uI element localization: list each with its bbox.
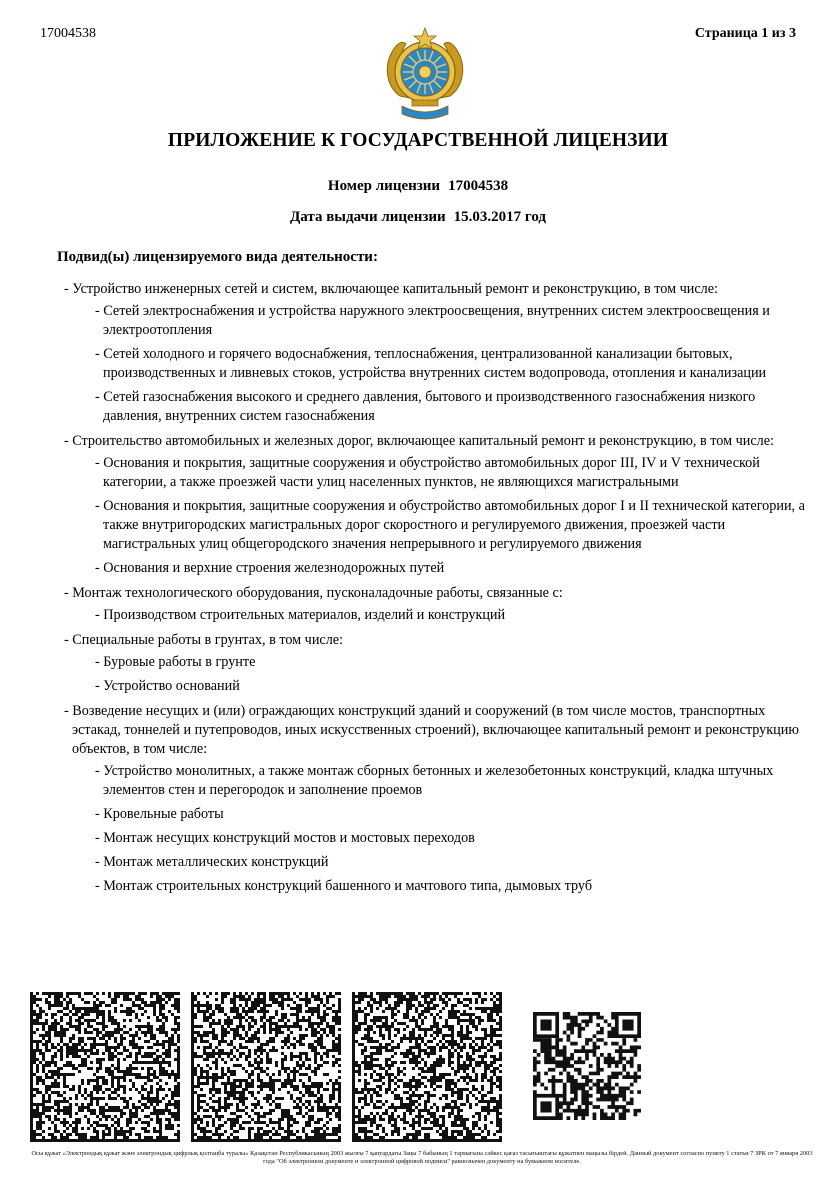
activity-subitem: - Устройство монолитных, а также монтаж сборных бетонных и железобетонных конструкций, кладка штучных элементов стен и перегородок и заполнение проемов: [95, 763, 774, 798]
page-counter: Страница 1 из 3: [694, 26, 796, 41]
license-number-row: [0, 178, 836, 195]
activity-subitem: - Производством строительных материалов, изделий и конструкций: [95, 607, 506, 623]
activity-item: - Специальные работы в грунтах, в том числе:: [64, 632, 344, 648]
activity-subitem: - Устройство оснований: [95, 678, 240, 694]
activity-group: [0, 631, 836, 696]
activity-subitem: - Монтаж строительных конструкций башенного и мачтового типа, дымовых труб: [95, 878, 593, 894]
activities-list: [0, 280, 836, 902]
data-matrix-code-icon: [352, 992, 502, 1142]
document-number: 17004538: [40, 26, 96, 41]
activity-item: - Возведение несущих и (или) ограждающих конструкций зданий и сооружений (в том числе мостов, транспортных эстакад, тоннелей и путепроводов, иных искусственных строений), включающее капитальный ремонт и реконструкцию объектов, в том числе:: [64, 703, 799, 757]
activity-item: - Устройство инженерных сетей и систем, включающее капитальный ремонт и реконструкцию, в том числе:: [64, 281, 718, 297]
activity-group: [0, 702, 836, 896]
footer-legal-note: Осы құжат «Электрондық құжат және электрондық цифрлық қолтаңба туралы» Қазақстан Республикасының 2003 жылғы 7 қаңтардағы Заңы 7 бабының 1 тармағына сәйкес қағаз тасығыштағы құжатпен маңызы бірдей. Данный документ согласно пункту 1 статьи 7 ЗРК от 7 января 2003 года "Об электронном документе и электронной цифровой подписи" равнозначен документу на бумажном носителе.: [31, 1150, 813, 1165]
activity-subitem: - Основания и покрытия, защитные сооружения и обустройство автомобильных дорог I и II технической категории, а также внутригородских магистральных дорог скоростного и регулируемого движения, проезжей части магистральных улиц общегородского значения непрерывного и регулируемого движения: [95, 498, 805, 552]
activity-subitem: - Сетей газоснабжения высокого и среднего давления, бытового и производственного газоснабжения низкого давления, внутренних систем газоснабжения: [95, 389, 756, 424]
activity-subitem: - Буровые работы в грунте: [95, 654, 256, 670]
activity-group: [0, 280, 836, 426]
activity-subitem: - Монтаж несущих конструкций мостов и мостовых переходов: [95, 830, 475, 846]
activity-subitem: - Основания и покрытия, защитные сооружения и обустройство автомобильных дорог III, IV и V технической категории, а также проезжей части улиц населенных пунктов, не являющихся магистральными: [95, 455, 760, 490]
state-emblem-icon: [382, 26, 468, 122]
license-number-label: Номер лицензии: [327, 178, 441, 194]
activity-subitem: - Монтаж металлических конструкций: [95, 854, 329, 870]
qr-code-icon: [533, 1012, 641, 1120]
data-matrix-code-icon: [191, 992, 341, 1142]
activity-subitem: - Сетей электроснабжения и устройства наружного электроосвещения, внутренних систем электроосвещения и электроотопления: [95, 303, 770, 338]
activity-subitem: - Сетей холодного и горячего водоснабжения, теплоснабжения, централизованной канализации бытовых, производственных и ливневых стоков, устройства внутренних систем водопровода, отопления и канализации: [95, 346, 767, 381]
license-date-row: [0, 209, 836, 226]
activity-item: - Строительство автомобильных и железных дорог, включающее капитальный ремонт и реконструкцию, в том числе:: [64, 433, 774, 449]
data-matrix-code-icon: [30, 992, 180, 1142]
document-title: ПРИЛОЖЕНИЕ К ГОСУДАРСТВЕННОЙ ЛИЦЕНЗИИ: [167, 130, 669, 151]
activity-subitem: - Основания и верхние строения железнодорожных путей: [95, 560, 445, 576]
activity-group: [0, 584, 836, 625]
subkinds-heading: Подвид(ы) лицензируемого вида деятельности:: [57, 249, 378, 265]
activity-item: - Монтаж технологического оборудования, пусконаладочные работы, связанные с:: [64, 585, 563, 601]
activity-group: [0, 432, 836, 578]
license-date-value: 15.03.2017 год: [453, 209, 547, 225]
license-date-label: Дата выдачи лицензии: [289, 209, 446, 225]
license-number-value: 17004538: [448, 178, 509, 194]
activity-subitem: - Кровельные работы: [95, 806, 224, 822]
codes-row: [0, 992, 836, 1142]
